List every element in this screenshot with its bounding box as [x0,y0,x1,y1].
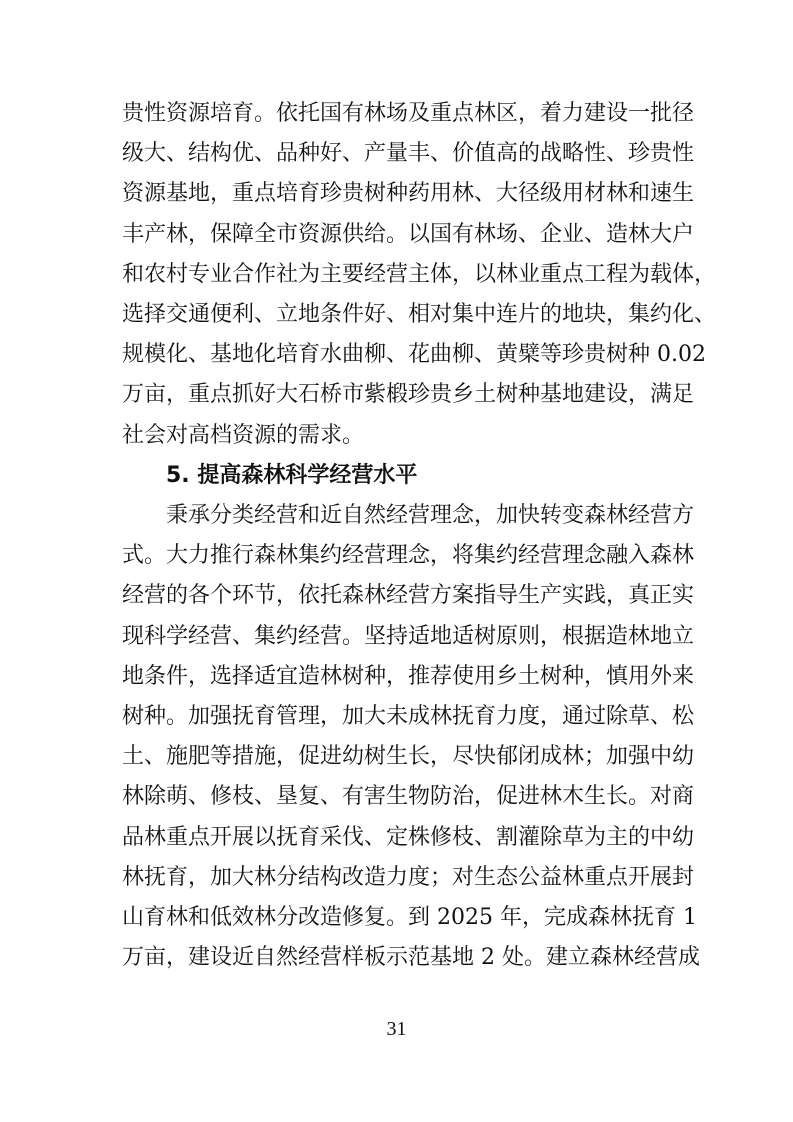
paragraph-line: 林抚育，加大林分结构改造力度；对生态公益林重点开展封 [122,864,695,890]
paragraph-line: 选择交通便利、立地条件好、相对集中连片的地块，集约化、 [122,302,717,327]
paragraph-line: 级大、结构优、品种好、产量丰、价值高的战略性、珍贵性 [122,141,695,167]
paragraph-line: 万亩，建设近自然经营样板示范基地 2 处。建立森林经营成 [122,945,700,971]
paragraph-line: 林除萌、修枝、垦复、有害生物防治，促进林木生长。对商 [122,784,695,810]
paragraph-line: 规模化、基地化培育水曲柳、花曲柳、黄檗等珍贵树种 0.02 [122,342,706,368]
paragraph-line: 山育林和低效林分改造修复。到 2025 年，完成森林抚育 1 [122,905,697,930]
paragraph-line: 丰产林，保障全市资源供给。以国有林场、企业、造林大户 [122,221,695,247]
paragraph-line: 地条件，选择适宜造林树种，推荐使用乡土树种，慎用外来 [122,663,695,689]
paragraph-line: 社会对高档资源的需求。 [122,422,365,448]
paragraph-line: 秉承分类经营和近自然经营理念，加快转变森林经营方 [166,503,695,528]
paragraph-line: 式。大力推行森林集约经营理念，将集约经营理念融入森林 [122,543,695,569]
paragraph-line: 和农村专业合作社为主要经营主体，以林业重点工程为载体， [122,261,717,287]
paragraph-line: 万亩，重点抓好大石桥市紫椴珍贵乡土树种基地建设，满足 [122,382,695,408]
paragraph-line: 资源基地，重点培育珍贵树种药用林、大径级用材林和速生 [122,181,695,207]
paragraph-line: 现科学经营、集约经营。坚持适地适树原则，根据造林地立 [122,623,695,649]
page-number: 31 [386,1018,407,1040]
paragraph-line: 树种。加强抚育管理，加大未成林抚育力度，通过除草、松 [122,704,695,729]
paragraph-line: 贵性资源培育。依托国有林场及重点林区，着力建设一批径 [122,101,695,126]
section-heading: 5. 提高森林科学经营水平 [166,462,418,488]
paragraph-line: 品林重点开展以抚育采伐、定株修枝、割灌除草为主的中幼 [122,824,695,850]
paragraph-line: 经营的各个环节，依托森林经营方案指导生产实践，真正实 [122,583,695,609]
paragraph-line: 土、施肥等措施，促进幼树生长，尽快郁闭成林；加强中幼 [122,744,695,770]
